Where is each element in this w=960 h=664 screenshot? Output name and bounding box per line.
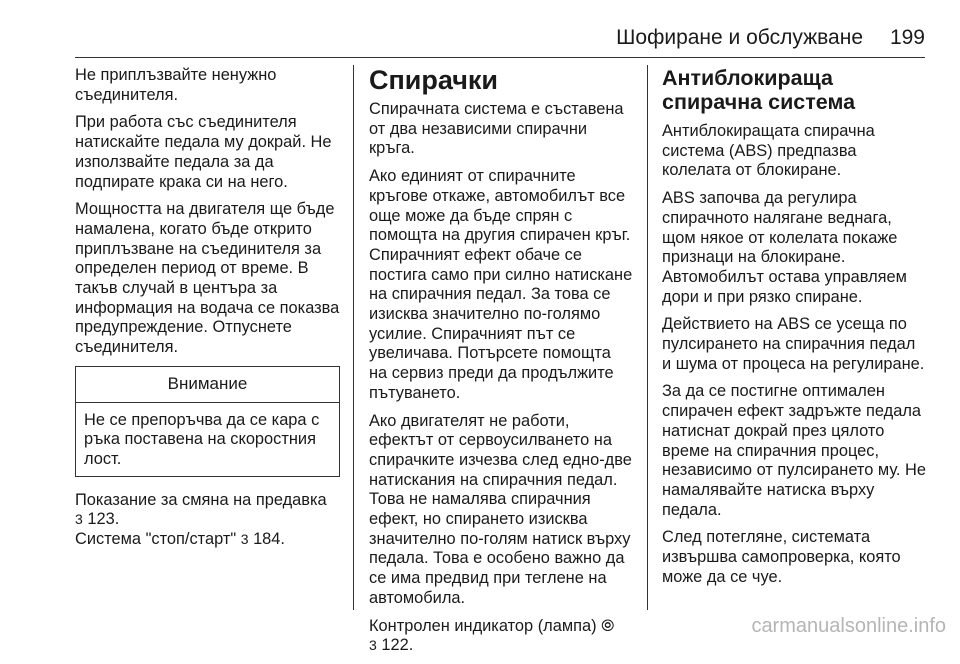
watermark: carmanualsonline.info — [751, 615, 946, 637]
header-rule — [75, 57, 925, 58]
paragraph: Ако двигателят не работи, ефектът от сервоусилването на спирачките изчезва след едно-две натискания на спирачния педал. Това не намалява спирачния ефект, но спирането изисква значително по-голям натиск върху педала. Това е особено важно да се има предвид при теглене на автомобила. — [369, 411, 632, 607]
cross-reference — [75, 491, 340, 550]
page-reference-icon: 3 — [240, 531, 249, 548]
paragraph: Не приплъзвайте ненужно съединителя. — [75, 66, 277, 104]
reference-page: 122. — [376, 636, 414, 655]
cross-reference — [369, 617, 633, 656]
column-2 — [369, 66, 633, 664]
paragraph: Мощността на двигателя ще бъде намалена, когато бъде открито приплъзване на съединителя за определен период от време. В такъв случай в центъра за информация на водача се показва предупреждение. Отпуснете съединителя. — [75, 200, 340, 357]
reference-text: Контролен индикатор (лампа) — [369, 616, 602, 635]
page-number: 199 — [889, 26, 925, 49]
section-heading: Спирачки — [369, 65, 499, 95]
caution-body: Не се препоръчва да се кара с ръка поставена на скоростния лост. — [84, 410, 320, 468]
page-reference-icon: 3 — [75, 511, 83, 528]
reference-page: 123. — [82, 510, 120, 529]
paragraph: След потегляне, системата извършва самопроверка, която може да се чуе. — [662, 528, 901, 586]
section-heading: Антиблокираща спирачна система — [662, 66, 856, 114]
paragraph: При работа със съединителя натискайте педала му докрай. Не използвайте педала за да подпирате крака си на него. — [75, 113, 332, 191]
paragraph: ABS започва да регулира спирачното налягане веднага, щом някое от колелата покаже признаци на блокиране. Автомобилът остава управляем дори и при рязко спиране. — [662, 189, 907, 306]
page-header — [75, 0, 925, 58]
reference-text: Система "стоп/старт" — [75, 530, 241, 549]
paragraph: За да се постигне оптимален спирачен ефект задръжте педала натиснат докрай през цялото време на спирачния процес, независимо от пулсирането му. Не намалявайте натиска върху педала. — [662, 382, 926, 519]
paragraph: Антиблокиращата спирачна система (ABS) предпазва колелата от блокиране. — [662, 122, 875, 180]
reference-text: Показание за смяна на предавка — [75, 490, 327, 509]
paragraph: Спирачната система е съставена от два независими спирачни кръга. — [369, 100, 624, 158]
section-title: Шофиране и обслужване — [616, 26, 863, 49]
page-reference-icon: 3 — [369, 637, 377, 654]
brake-warning-icon: ⦾ — [601, 616, 615, 635]
reference-page: 184. — [248, 530, 285, 549]
column-1 — [75, 66, 340, 558]
paragraph: Действието на ABS се усеща по пулсирането на спирачния педал и шума от процеса на регулиране. — [662, 315, 925, 373]
column-divider-1 — [353, 65, 354, 610]
caution-title: Внимание — [76, 367, 339, 403]
column-3 — [662, 66, 927, 595]
paragraph: Ако единият от спирачните кръгове откаже, автомобилът все още може да бъде спрян с помощта на другия спирачен кръг. Спирачният ефект обаче се постига само при силно натискане на спирачния педал. За това се изисква значително по-голямо усилие. Спирачният път се увеличава. Потърсете помощта на сервиз преди да продължите пътуването. — [369, 167, 633, 402]
caution-box — [75, 366, 340, 477]
column-divider-2 — [647, 65, 648, 610]
